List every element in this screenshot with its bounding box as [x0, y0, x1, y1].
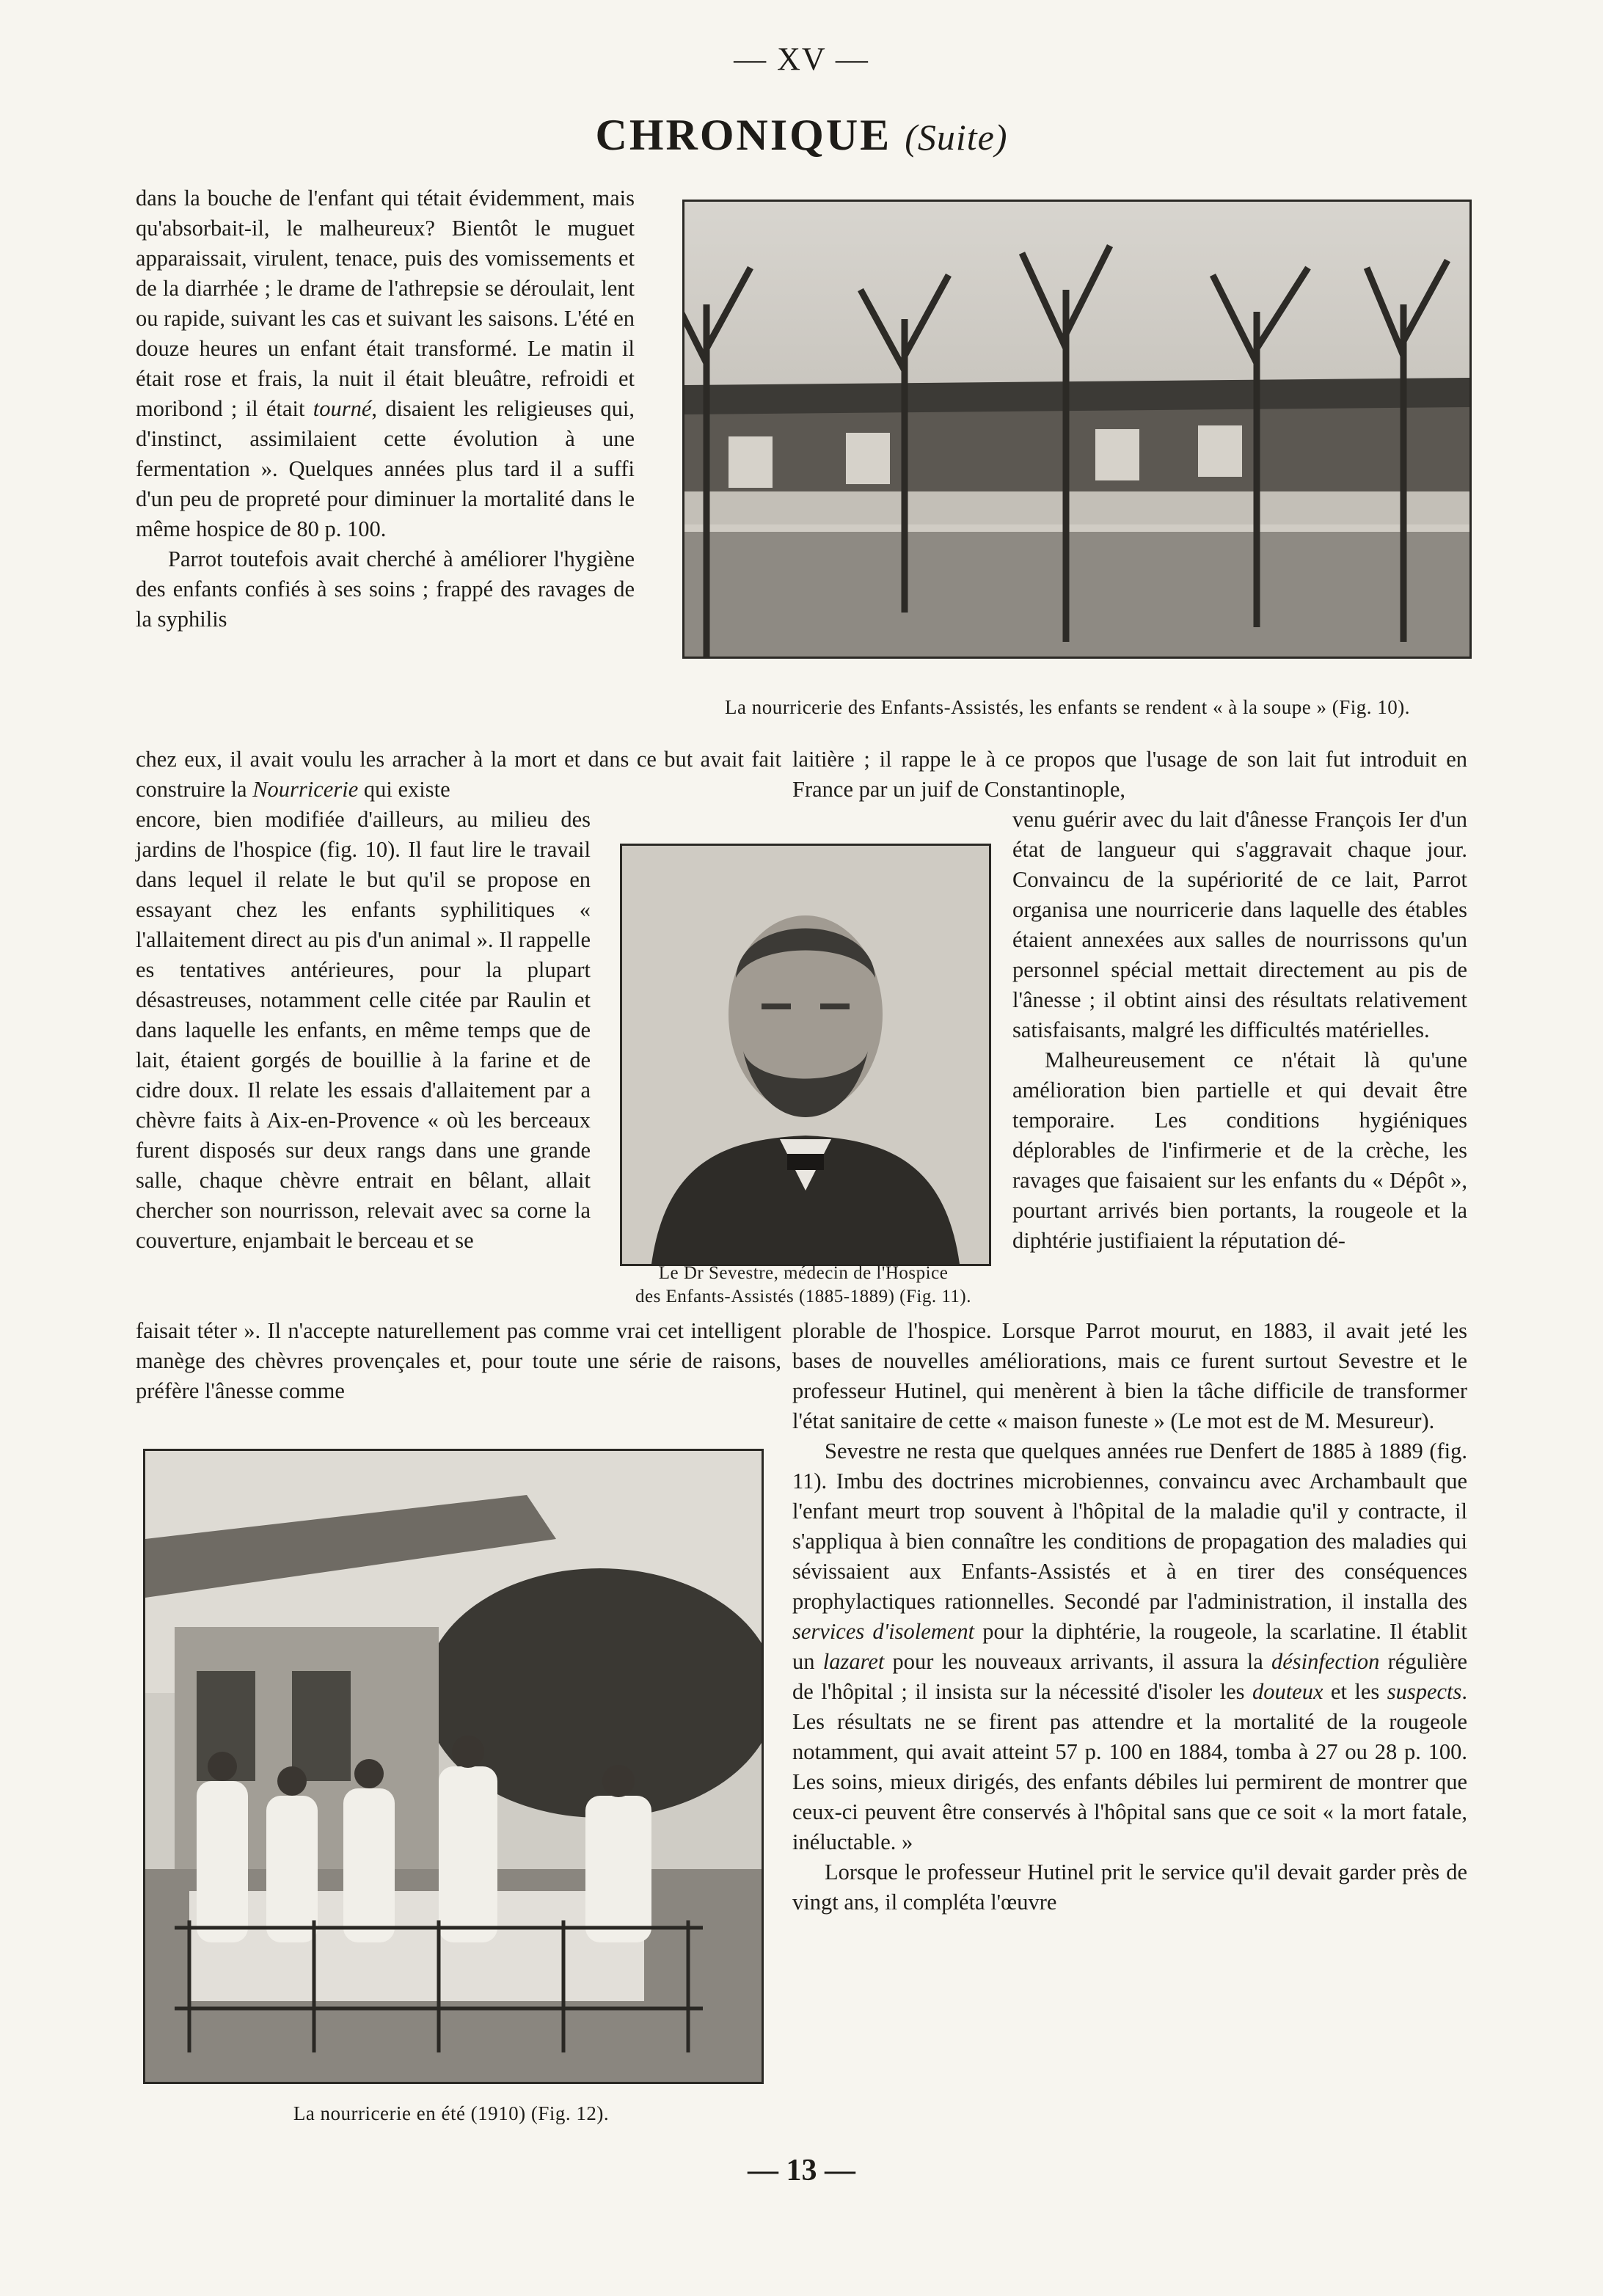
title-main: CHRONIQUE [595, 111, 892, 159]
caption-line: des Enfants-Assistés (1885-1889) (Fig. 11). [635, 1287, 972, 1306]
paragraph: Sevestre ne resta que quelques années rue Denfert de 1885 à 1889 (fig. 11). Imbu des doctrines microbiennes, convaincu avec Archambault que l'enfant meurt trop souvent à l'hôpital de la maladie qu'il y contracte, il s'appliqua à bien connaître les conditions de propagation des maladies qui sévissaient aux Enfants-Assistés et à en tirer des conséquences prophylactiques rationnelles. Secondé par l'administration, il installa des services d'isolement pour la diphtérie, la rougeole, la scarlatine. Il établit un lazaret pour les nouveaux arrivants, il assura la désinfection régulière de l'hôpital ; il insista sur la nécessité d'isoler les douteux et les suspects. Les résultats ne se firent pas attendre et la mortalité de la rougeole notamment, qui avait atteint 57 p. 100 en 1884, tomba à 27 ou 28 p. 100. Les soins, mieux dirigés, des enfants débiles lui permirent de montrer que ceux-ci peuvent être conservés à l'hôpital sans que ce soit « la mort fatale, inéluctable. » [792, 1438, 1468, 1854]
paragraph: Malheureusement ce n'était là qu'une amélioration bien partielle et qui devait être temporaire. Les conditions hygiéniques déplorables de l'infirmerie et de la crèche, les ravages que faisaient sur les enfants du « Dépôt », pourtant arrivés bien portants, la rougeole et la diphtérie justifiaient la réputation dé- [1012, 1048, 1467, 1253]
paragraph: faisait téter ». Il n'accepte naturellement pas comme vrai cet intelligent manège des chèvres provençales et, pour toute une série de raisons, préfère l'ânesse comme [136, 1318, 781, 1403]
paragraph: dans la bouche de l'enfant qui tétait évidemment, mais qu'absorbait-il, le malheureux? Bientôt le muguet apparaissait, virulent, tenace, puis des vomissements et de la diarrhée ; le drame de l'athrepsie se déroulait, lent ou rapide, suivant les cas et suivant les saisons. L'été en douze heures un enfant était transformé. Le matin il était rose et frais, la nuit il était bleuâtre, refroidi et moribond ; il était tourné, disaient les religieuses qui, d'instinct, assimilaient cette évolution à une fermentation ». Quelques années plus tard il a suffi d'un peu de propreté pour diminuer la mortalité dans le même hospice de 80 p. 100. [136, 186, 635, 541]
right-column-mid [1012, 805, 1467, 1256]
left-column-bottom [136, 1316, 781, 1406]
paragraph: encore, bien modifiée d'ailleurs, au milieu des jardins de l'hospice (fig. 10). Il faut lire le travail dans lequel il relate le but qu'il se propose en essayant chez les enfants syphilitiques « l'allaitement direct au pis d'un animal ». Il rappelle es tentatives antérieures, pour la plupart désastreuses, notamment celle citée par Raulin et dans laquelle les enfants, en même temps que de lait, étaient gorgés de bouillie à la farine et de cidre doux. Il relate les essais d'allaitement par a chèvre faits à Aix-en-Provence « où les berceaux furent disposés sur deux rangs dans une grande salle, chaque chèvre entrait en bêlant, allait chercher son nourrisson, relevait avec sa corne la couverture, enjambait le berceau et se [136, 807, 591, 1253]
nourricerie-summer-image [145, 1451, 762, 2082]
figure-11-caption [587, 1262, 1020, 1309]
figure-10-photo [682, 200, 1472, 659]
figure-10-caption: La nourricerie des Enfants-Assistés, les enfants se rendent « à la soupe » (Fig. 10). [724, 696, 1410, 718]
paragraph: Lorsque le professeur Hutinel prit le service qu'il devait garder près de vingt ans, il compléta l'œuvre [792, 1860, 1467, 1915]
page-number: — 13 — [748, 2154, 855, 2187]
page-title [0, 110, 1603, 161]
paragraph: venu guérir avec du lait d'ânesse François Ier d'un état de langueur qui s'aggravait chaque jour. Convaincu de la supériorité de ce lait, Parrot organisa une nourricerie dans laquelle des étables étaient annexées aux salles de nourrissons qu'un personnel spécial mettait directement au pis de l'ânesse ; il obtint ainsi des résultats relativement satisfaisants, malgré les difficultés matérielles. [1012, 807, 1467, 1042]
paragraph: plorable de l'hospice. Lorsque Parrot mourut, en 1883, il avait jeté les bases de nouvelles améliorations, mais ce furent surtout Sevestre et le professeur Hutinel, qui menèrent à bien la tâche difficile de transformer l'état sanitaire de cette « maison funeste » (Le mot est de M. Mesureur). [792, 1318, 1467, 1433]
caption-line: Le Dr Sevestre, médecin de l'Hospice [658, 1263, 949, 1283]
nourricerie-yard-image [684, 202, 1469, 657]
left-column-mid [136, 805, 591, 1256]
left-column-top [136, 183, 635, 635]
title-suffix: (Suite) [905, 117, 1008, 158]
right-column-top [792, 745, 1467, 805]
figure-12-caption: La nourricerie en été (1910) (Fig. 12). [293, 2102, 610, 2124]
paragraph: Parrot toutefois avait cherché à améliorer l'hygiène des enfants confiés à ses soins ; frappé des ravages de la syphilis [136, 546, 635, 632]
figure-12-photo [143, 1449, 764, 2084]
figure-11-portrait [620, 844, 991, 1266]
right-column-bottom [792, 1316, 1467, 1917]
paragraph: chez eux, il avait voulu les arracher à la mort et dans ce but avait fait construire la Nourricerie qui existe [136, 747, 781, 802]
paragraph: laitière ; il rappe le à ce propos que l'usage de son lait fut introduit en France par un juif de Constantinople, [792, 747, 1467, 802]
folio: — XV — [734, 41, 869, 77]
left-column-wide [136, 745, 781, 805]
sevestre-portrait-image [622, 846, 989, 1264]
